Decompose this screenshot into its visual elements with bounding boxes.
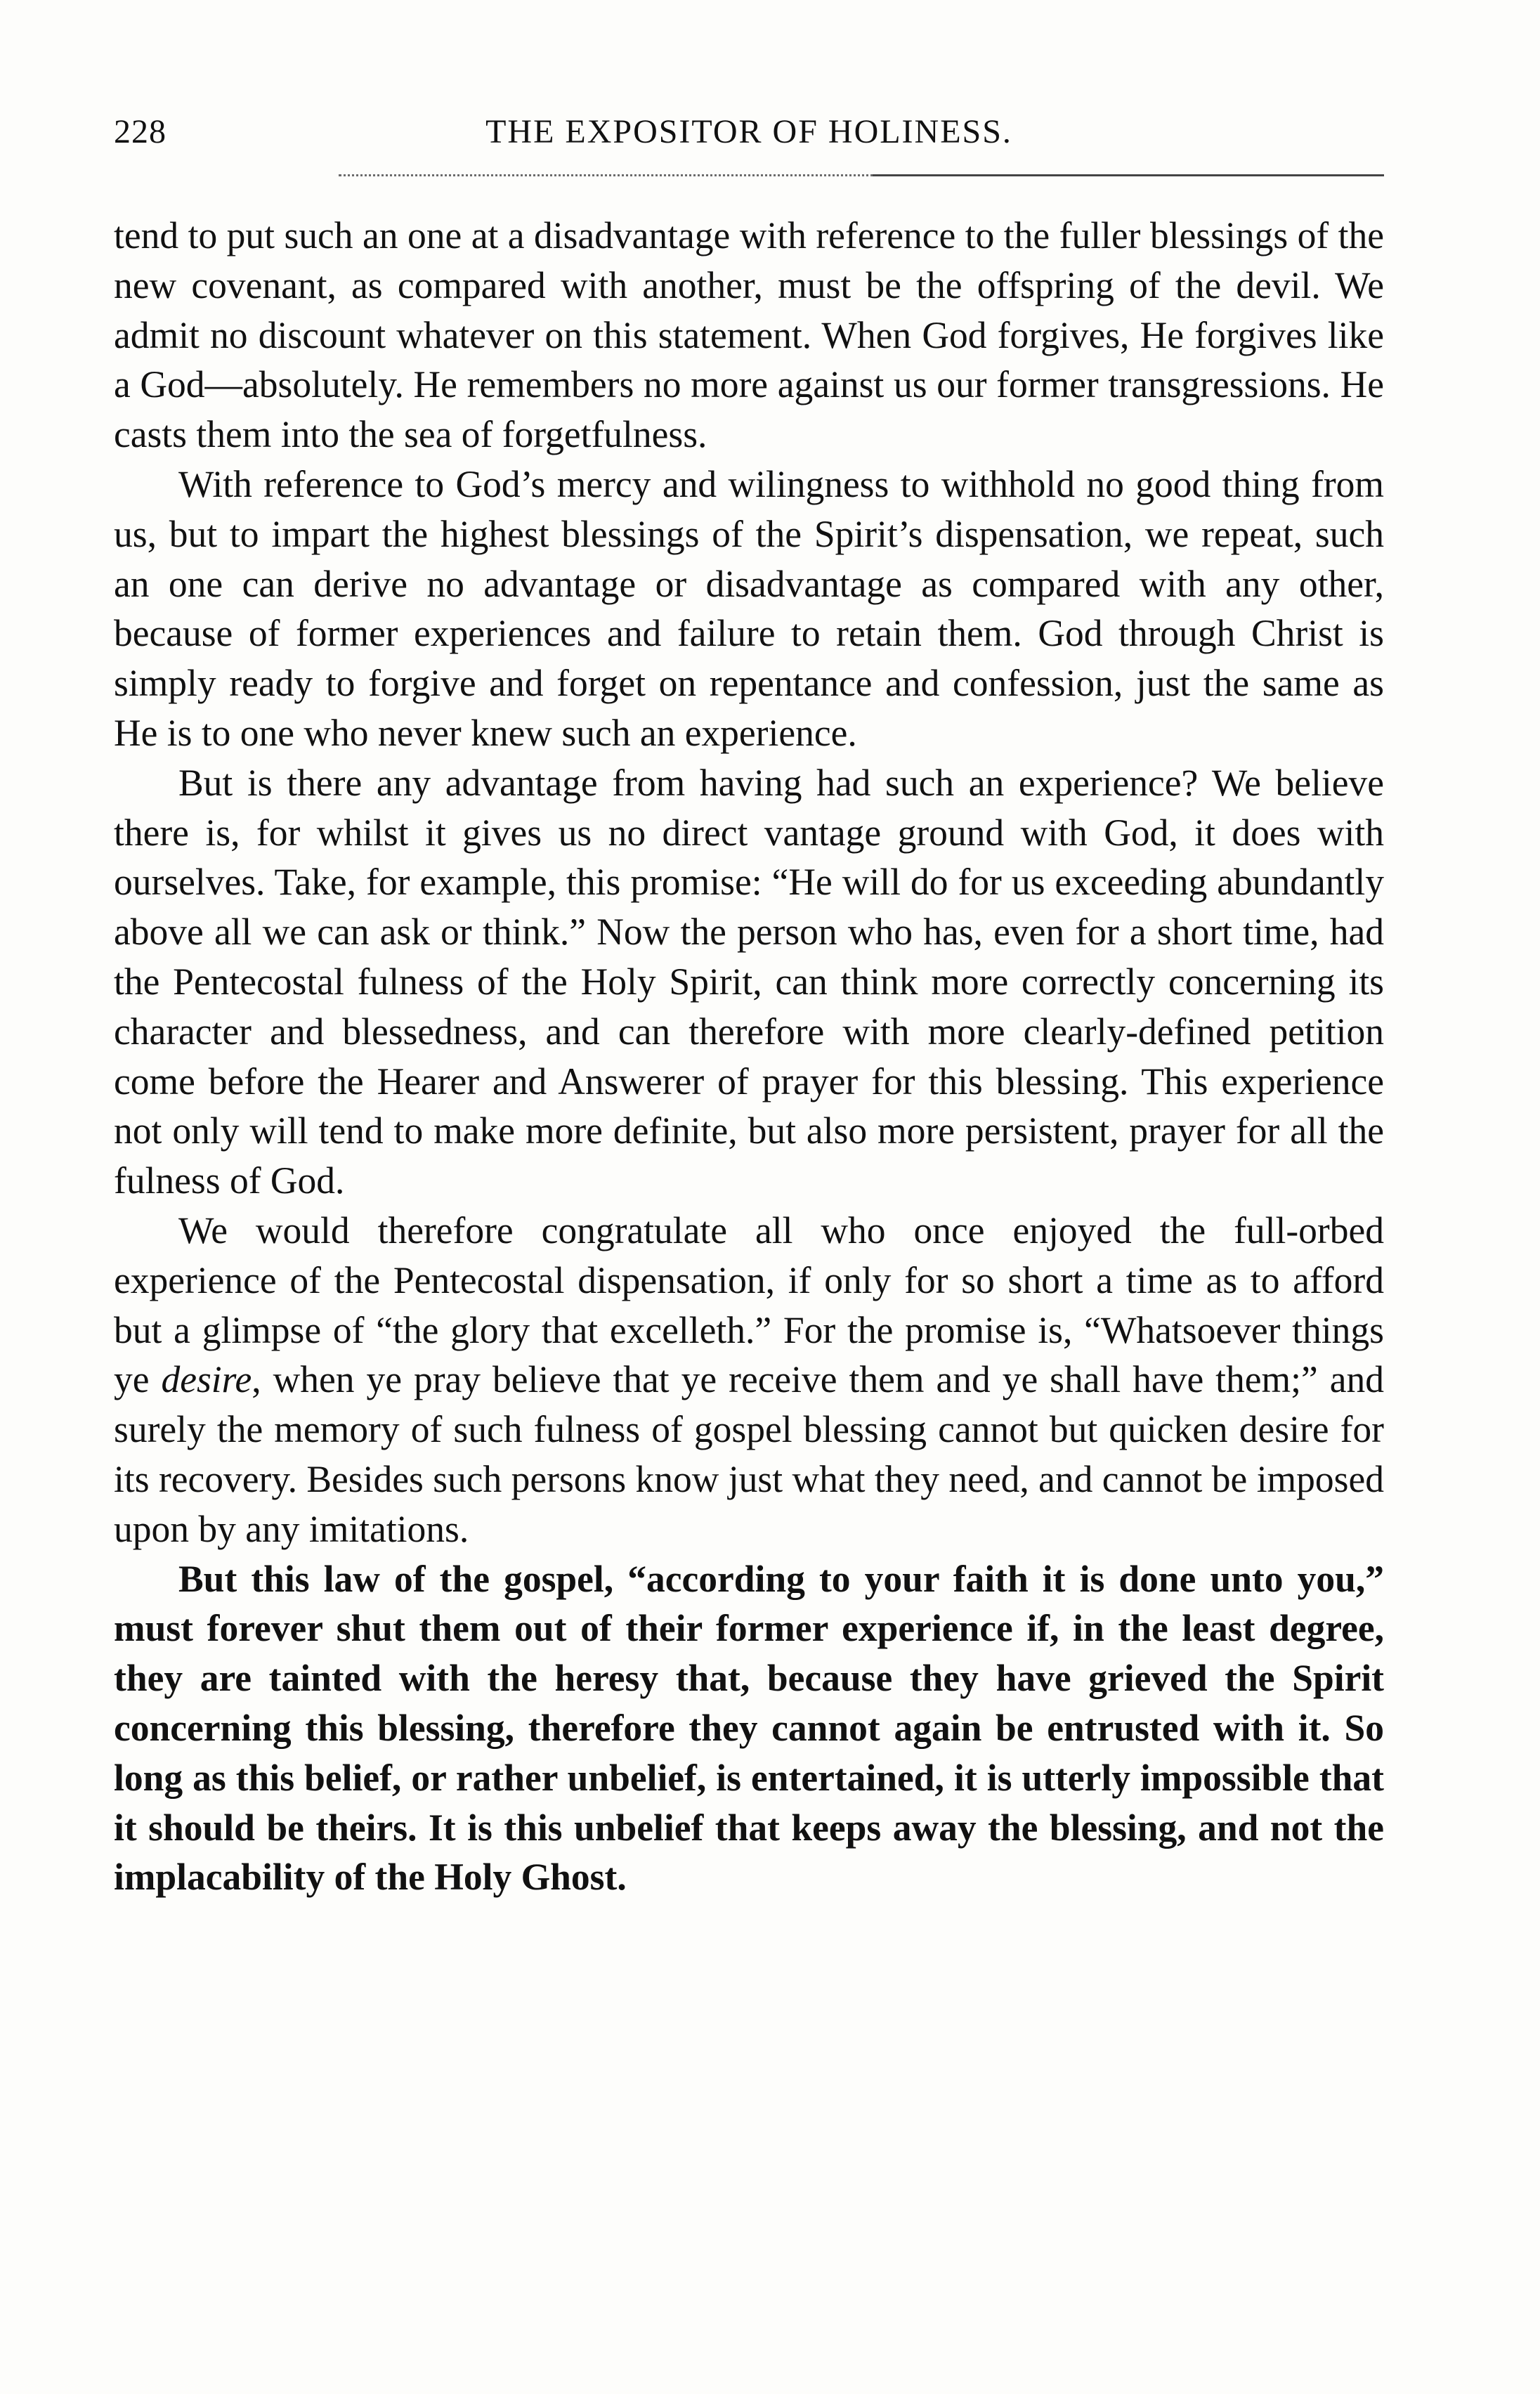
header-rule: [873, 174, 1384, 176]
paragraph-4: [114, 1206, 1384, 1554]
paragraph-3: But is there any advantage from having had such an experience? We believe there is, for whilst it gives us no direct vantage ground with God, it does with ourselves. Take, for example, this promise: “He will do for us exceeding abundantly above all we can ask or think.” Now the person who has, even for a short time, had the Pentecostal fulness of the Holy Spirit, can think more correctly concerning its character and blessedness, and can therefore with more clearly-defined petition come before the Hearer and Answerer of prayer for this blessing. This experience not only will tend to make more definite, but also more persistent, prayer for all the fulness of God.: [114, 761, 1384, 1202]
paragraph-1: tend to put such an one at a disadvantage with reference to the fuller blessings of the new covenant, as compared with another, must be the offspring of the devil. We admit no discount whatever on this statement. When God forgives, He forgives like a God—absolutely. He remembers no more against us our former transgressions. He casts them into the sea of forgetfulness.: [114, 214, 1384, 456]
emphasis-desire: desire: [161, 1358, 252, 1401]
body-text: [114, 211, 1384, 1902]
paragraph-4-part-1: We would therefore congratulate all who once enjoyed the full-orbed experience of the Pentecostal dispensation, if only for so short a time as to afford but a glimpse of “the glory that excelleth.” For the promise is, “Whatsoever things ye: [114, 1209, 1384, 1401]
paragraph-5: But this law of the gospel, “according to your faith it is done unto you,” must forever shut them out of their former experience if, in the least degree, they are tainted with the heresy that, because they have grieved the Spirit concerning this blessing, therefore they cannot again be entrusted with it. So long as this belief, or rather unbelief, is entertained, it is utterly impossible that it should be theirs. It is this unbelief that keeps away the blessing, and not the implacability of the Holy Ghost.: [114, 1557, 1384, 1899]
page-number: 228: [114, 113, 167, 150]
paragraph-4-part-2: , when ye pray believe that ye receive them and ye shall have them;” and surely the memory of such fulness of gospel blessing cannot but quicken desire for its recovery. Besides such persons know just what they need, and cannot be imposed upon by any imitations.: [114, 1358, 1384, 1550]
paragraph-2: With reference to God’s mercy and wilingness to withhold no good thing from us, but to impart the highest blessings of the Spirit’s dispensation, we repeat, such an one can derive no advantage or disadvantage as compared with any other, because of former experiences and failure to retain them. God through Christ is simply ready to forgive and forget on repentance and confession, just the same as He is to one who never knew such an experience.: [114, 462, 1384, 754]
running-title: THE EXPOSITOR OF HOLINESS.: [485, 113, 1012, 150]
running-head: [114, 112, 1384, 162]
